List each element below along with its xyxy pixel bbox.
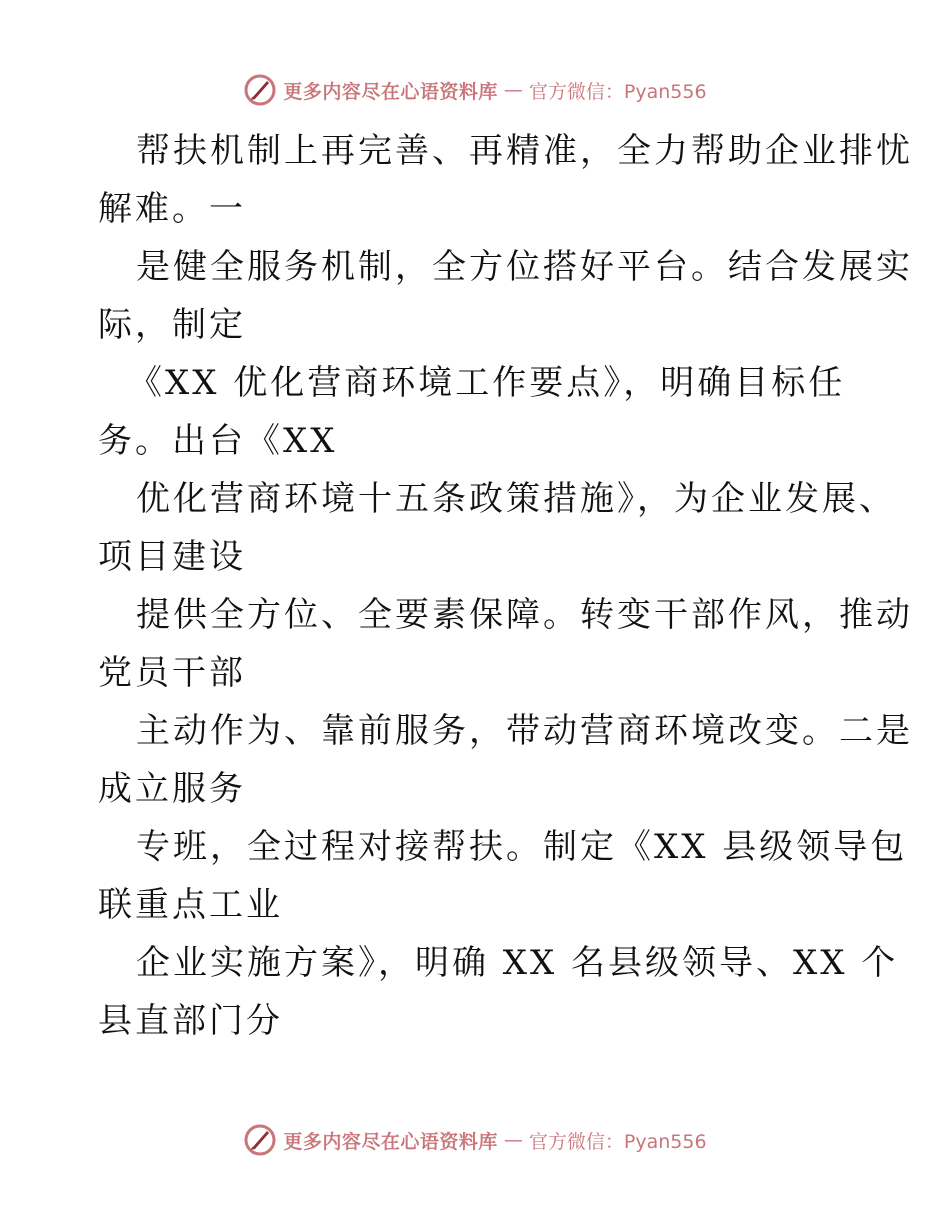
body-line: 解难。一 [98, 189, 246, 229]
body-line: 成立服务 [98, 769, 246, 809]
body-line: 企业实施方案》，明确 XX 名县级领导、XX 个 [136, 943, 899, 983]
watermark-wechat-text: 官方微信：Pyan556 [528, 1130, 707, 1153]
body-line: 优化营商环境十五条政策措施》，为企业发展、 [136, 479, 896, 519]
body-line: 提供全方位、全要素保障。转变干部作风，推动 [136, 595, 913, 635]
body-line: 县直部门分 [98, 1001, 283, 1041]
body-line: 务。出台《XX [98, 421, 338, 461]
body-line: 帮扶机制上再完善、再精准，全力帮助企业排忧 [136, 131, 913, 171]
watermark-dash: — [503, 1129, 523, 1151]
body-line: 专班，全过程对接帮扶。制定《XX 县级领导包 [136, 827, 908, 867]
watermark-dash: — [503, 79, 523, 101]
footer-watermark [0, 1120, 950, 1160]
quill-logo-icon [243, 1123, 277, 1157]
quill-logo-icon [243, 73, 277, 107]
header-watermark [0, 70, 950, 110]
watermark-wechat-text: 官方微信：Pyan556 [528, 80, 707, 103]
body-line: 项目建设 [98, 537, 246, 577]
body-line: 主动作为、靠前服务，带动营商环境改变。二是 [136, 711, 913, 751]
watermark-main-text: 更多内容尽在心语资料库 [283, 1130, 498, 1153]
body-line: 际，制定 [98, 305, 246, 345]
body-line: 联重点工业 [98, 885, 283, 925]
body-line: 《XX 优化营商环境工作要点》，明确目标任 [128, 363, 846, 403]
document-body [98, 122, 913, 1050]
body-line: 党员干部 [98, 653, 246, 693]
body-line: 是健全服务机制，全方位搭好平台。结合发展实 [136, 247, 913, 287]
watermark-main-text: 更多内容尽在心语资料库 [283, 80, 498, 103]
